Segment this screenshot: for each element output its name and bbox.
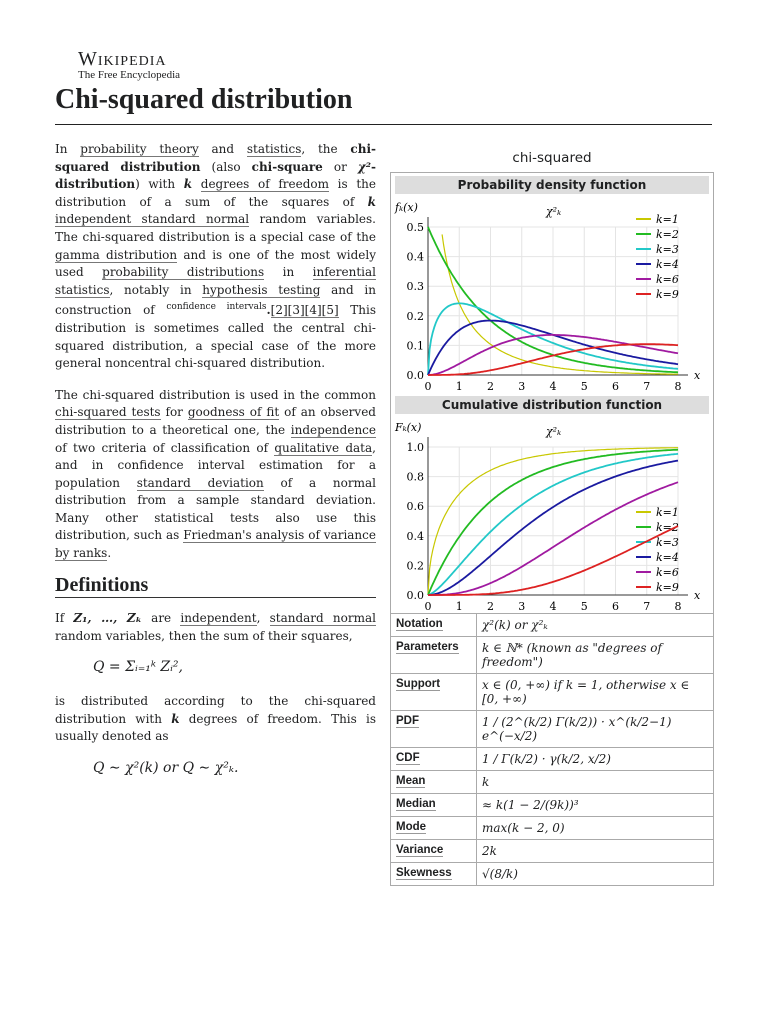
row-label-link[interactable]: Mean	[396, 775, 426, 787]
article-body	[55, 141, 376, 793]
link-standard-deviation[interactable]: standard deviation	[136, 475, 264, 490]
row-value: k ∈ ℕ* (known as "degrees of freedom")	[477, 637, 714, 674]
row-label[interactable]	[391, 771, 477, 794]
y-tick-label: 0.8	[406, 470, 424, 484]
row-value: 2k	[477, 840, 714, 863]
infobox-row-variance	[391, 840, 713, 863]
row-value: max(k − 2, 0)	[477, 817, 714, 840]
link-probability-distributions[interactable]: probability distributions	[102, 265, 265, 280]
infobox-title: chi-squared	[512, 150, 592, 166]
text-: .	[266, 303, 271, 318]
wikipedia-logo[interactable]	[78, 48, 180, 81]
legend-label: k=9	[656, 581, 679, 594]
link-qualitative-data[interactable]: qualitative data	[274, 440, 373, 455]
y-tick-label: 0.4	[406, 250, 424, 264]
text-: ,	[256, 611, 270, 626]
equation-sum-of-squares: Q = Σᵢ₌₁ᵏ Zᵢ²,	[93, 659, 183, 676]
x-tick-label: 0	[424, 600, 432, 613]
text-of-two-criteria-of-classification-of: of two criteria of classification of	[55, 440, 275, 455]
row-label-link[interactable]: Variance	[396, 844, 444, 856]
text-: χ²	[357, 159, 372, 174]
link-independent-standard-normal[interactable]: independent standard normal	[55, 212, 250, 227]
equation-notation: Q ∼ χ²(k) or Q ∼ χ²ₖ.	[93, 759, 239, 776]
text-: .	[107, 546, 112, 561]
row-label[interactable]	[391, 817, 477, 840]
row-value: k	[477, 771, 714, 794]
x-tick-label: 7	[643, 380, 651, 393]
page-title: Chi-squared distribution	[55, 84, 353, 115]
legend-label: k=3	[656, 243, 679, 256]
title-divider	[55, 124, 712, 125]
infobox-row-mean	[391, 771, 713, 794]
link-2-3-4-5[interactable]: [2][3][4][5]	[270, 303, 339, 318]
text-z-z: Z₁, …, Zₖ	[73, 611, 142, 626]
infobox-row-notation	[391, 614, 713, 637]
row-value: 1 / Γ(k/2) · γ(k/2, x/2)	[477, 748, 714, 771]
infobox-row-parameters	[391, 637, 713, 674]
x-tick-label: 6	[612, 380, 619, 393]
text-of-an-observed-distribution-to-a-theoretical-one-the: of an observed distribution to a theoretical one, the	[55, 405, 376, 437]
row-label-link[interactable]: Skewness	[396, 867, 452, 879]
row-label-link[interactable]: Mode	[396, 821, 427, 833]
y-axis-label: Fₖ(x)	[395, 421, 422, 434]
link-degrees-of-freedom[interactable]: degrees of freedom	[200, 177, 329, 192]
pdf-chart[interactable]	[391, 197, 711, 393]
text-random-variables-then-the-sum-of-their-squares: random variables, then the sum of their squares,	[55, 628, 353, 643]
row-value: χ²(k) or χ²ₖ	[477, 614, 714, 637]
text-	[192, 177, 201, 191]
y-tick-label: 0.3	[406, 280, 424, 294]
text-k: k	[183, 177, 193, 192]
text-is-the-distribution-of-a-sum-of-the-squares-of: is the distribution of a sum of the squares of	[55, 177, 376, 209]
infobox-row-skewness	[391, 863, 713, 886]
x-tick-label: 1	[455, 600, 463, 613]
row-label-link[interactable]: Median	[396, 798, 436, 810]
row-label[interactable]	[391, 711, 477, 748]
row-label-link[interactable]: Parameters	[396, 641, 459, 653]
row-label-link[interactable]: PDF	[396, 715, 419, 727]
row-label[interactable]	[391, 674, 477, 711]
link-independence[interactable]: independence	[290, 422, 376, 437]
text-distribution: -distribution	[55, 159, 377, 192]
infobox-row-mode	[391, 817, 713, 840]
row-label-link[interactable]: Notation	[396, 618, 443, 630]
row-value: 1 / (2^(k/2) Γ(k/2)) · x^(k/2−1) e^(−x/2)	[477, 711, 714, 748]
text-degrees-of-freedom-this-is-usually-denoted-as: degrees of freedom. This is usually denoted as	[55, 711, 376, 744]
row-label[interactable]	[391, 614, 477, 637]
x-tick-label: 4	[549, 600, 557, 613]
row-value: √(8/k)	[477, 863, 714, 886]
infobox-row-support	[391, 674, 713, 711]
text-confidence-intervals[interactable]: confidence intervals	[166, 302, 267, 313]
text-noncentral-chi-squared-distribution: noncentral chi-squared distribution	[105, 356, 322, 371]
x-tick-label: 2	[487, 380, 494, 393]
x-tick-label: 8	[674, 600, 682, 613]
row-label[interactable]	[391, 794, 477, 817]
y-axis-label: fₖ(x)	[395, 201, 418, 214]
text-and-in-confidence-interval-estimation-for-a-population: , and in confidence interval estimation for a population	[55, 440, 376, 490]
x-tick-label: 6	[612, 600, 619, 613]
cdf-header: Cumulative distribution function	[395, 396, 709, 414]
y-tick-label: 0.1	[406, 339, 424, 353]
infobox	[390, 172, 714, 886]
text-for: for	[160, 405, 188, 420]
chart-subtitle: χ²ₖ	[546, 425, 562, 438]
intro-paragraph-1	[55, 141, 376, 373]
x-tick-label: 7	[643, 600, 651, 613]
x-tick-label: 5	[580, 380, 588, 393]
definitions-paragraph-1	[55, 610, 376, 645]
text-k: k	[367, 194, 376, 209]
y-tick-label: 0.2	[406, 559, 424, 573]
x-tick-label: 5	[580, 600, 588, 613]
text-k: k	[171, 711, 180, 726]
infobox-row-median	[391, 794, 713, 817]
y-tick-label: 0.0	[406, 369, 424, 382]
legend-label: k=4	[656, 258, 679, 271]
link-standard-normal[interactable]: standard normal	[269, 611, 376, 626]
link-gamma-distribution[interactable]: gamma distribution	[55, 247, 178, 262]
row-label-link[interactable]: Support	[396, 678, 441, 690]
row-label[interactable]	[391, 840, 477, 863]
text-of-a-normal-distribution-from-a-sample-standard-deviation-many-other-statistical-tests-also-use-this-distribution-such-as: of a normal distribution from a sample standard deviation. Many other statistical tests also use this distribution, such as	[55, 475, 376, 543]
legend-label: k=3	[656, 536, 679, 549]
text-notably-in: , notably in	[109, 282, 203, 297]
x-tick-label: 3	[518, 380, 526, 393]
text-is-distributed-according-to-the-chi-squared-distribution-with: is distributed according to the chi-squared distribution with	[55, 694, 376, 726]
legend-label: k=1	[656, 506, 679, 519]
legend-label: k=2	[656, 228, 679, 241]
link-statistics[interactable]: statistics	[246, 142, 302, 156]
text-or: or	[322, 159, 358, 174]
x-tick-label: 8	[674, 380, 682, 393]
text-central-chi-squared-distribution: central chi-squared distribution	[55, 320, 376, 353]
y-tick-label: 0.4	[406, 529, 424, 543]
cdf-chart[interactable]	[391, 417, 711, 613]
link-inferential-statistics[interactable]: inferential statistics	[55, 265, 376, 297]
infobox-row-pdf	[391, 711, 713, 748]
row-value: x ∈ (0, +∞) if k = 1, otherwise x ∈ [0, +∞)	[477, 674, 714, 711]
x-tick-label: 3	[518, 600, 526, 613]
intro-paragraph-2	[55, 387, 376, 563]
y-tick-label: 1.0	[406, 441, 424, 454]
x-tick-label: 0	[424, 380, 432, 393]
legend-label: k=1	[656, 213, 679, 226]
link-goodness-of-fit[interactable]: goodness of fit	[187, 405, 280, 420]
text-the: , the	[301, 142, 351, 156]
legend-label: k=6	[656, 273, 679, 286]
legend-label: k=6	[656, 566, 679, 579]
legend-label: k=2	[656, 521, 679, 534]
text-chi-squared-distribution: chi-squared distribution	[55, 142, 376, 174]
link-independent[interactable]: independent	[180, 611, 257, 626]
link-hypothesis-testing[interactable]: hypothesis testing	[202, 282, 321, 297]
logo-wordmark: Wikipedia	[78, 48, 167, 70]
row-label[interactable]	[391, 863, 477, 886]
text-and-in-construction-of: and in construction of	[55, 282, 376, 318]
infobox-table	[391, 613, 713, 885]
chart-subtitle: χ²ₖ	[546, 205, 562, 218]
legend-label: k=9	[656, 288, 679, 301]
row-label-link[interactable]: CDF	[396, 752, 420, 764]
y-tick-label: 0.5	[406, 221, 424, 234]
definitions-paragraph-2	[55, 693, 376, 746]
link-probability-theory[interactable]: probability theory	[80, 142, 199, 156]
x-tick-label: 2	[487, 600, 494, 613]
text-a-special-case-of-the-more-general: , a special case of the more general	[55, 338, 376, 371]
text-chi-square: chi-square	[251, 159, 323, 174]
text-in: In	[55, 142, 81, 156]
row-label[interactable]	[391, 748, 477, 771]
text-: .	[321, 356, 326, 371]
text-and: and	[198, 142, 247, 156]
text-also: (also	[200, 159, 252, 174]
x-axis-label: x	[694, 369, 701, 382]
text-random-variables-the-chi-squared-distribution-is-a-special-case-of-the: random variables. The chi-squared distribution is a special case of the	[55, 212, 376, 244]
text-if: If	[55, 611, 74, 626]
x-tick-label: 1	[455, 380, 463, 393]
text-with: ) with	[135, 177, 184, 192]
row-label[interactable]	[391, 637, 477, 674]
logo-tagline: The Free Encyclopedia	[78, 69, 181, 81]
legend-label: k=4	[656, 551, 679, 564]
pdf-header: Probability density function	[395, 176, 709, 194]
y-tick-label: 0.0	[406, 589, 424, 602]
y-tick-label: 0.2	[406, 309, 424, 323]
x-tick-label: 4	[549, 380, 557, 393]
section-heading-definitions: Definitions	[55, 577, 376, 599]
text-the-chi-squared-distribution-is-used-in-the-common: The chi-squared distribution is used in the common	[55, 387, 376, 402]
y-tick-label: 0.6	[406, 500, 424, 514]
x-axis-label: x	[694, 589, 701, 602]
text-and-is-one-of-the-most-widely-used: and is one of the most widely used	[55, 247, 376, 280]
text-this-distribution-is-sometimes-called-the: This distribution is sometimes called the	[55, 303, 376, 335]
text-in: in	[264, 265, 313, 280]
link-chi-squared-tests[interactable]: chi-squared tests	[55, 405, 161, 420]
row-value: ≈ k(1 − 2/(9k))³	[477, 794, 714, 817]
infobox-row-cdf	[391, 748, 713, 771]
link-friedman-s-analysis-of-variance-by-ranks[interactable]: Friedman's analysis of variance by ranks	[55, 528, 376, 561]
text-are: are	[141, 611, 181, 626]
